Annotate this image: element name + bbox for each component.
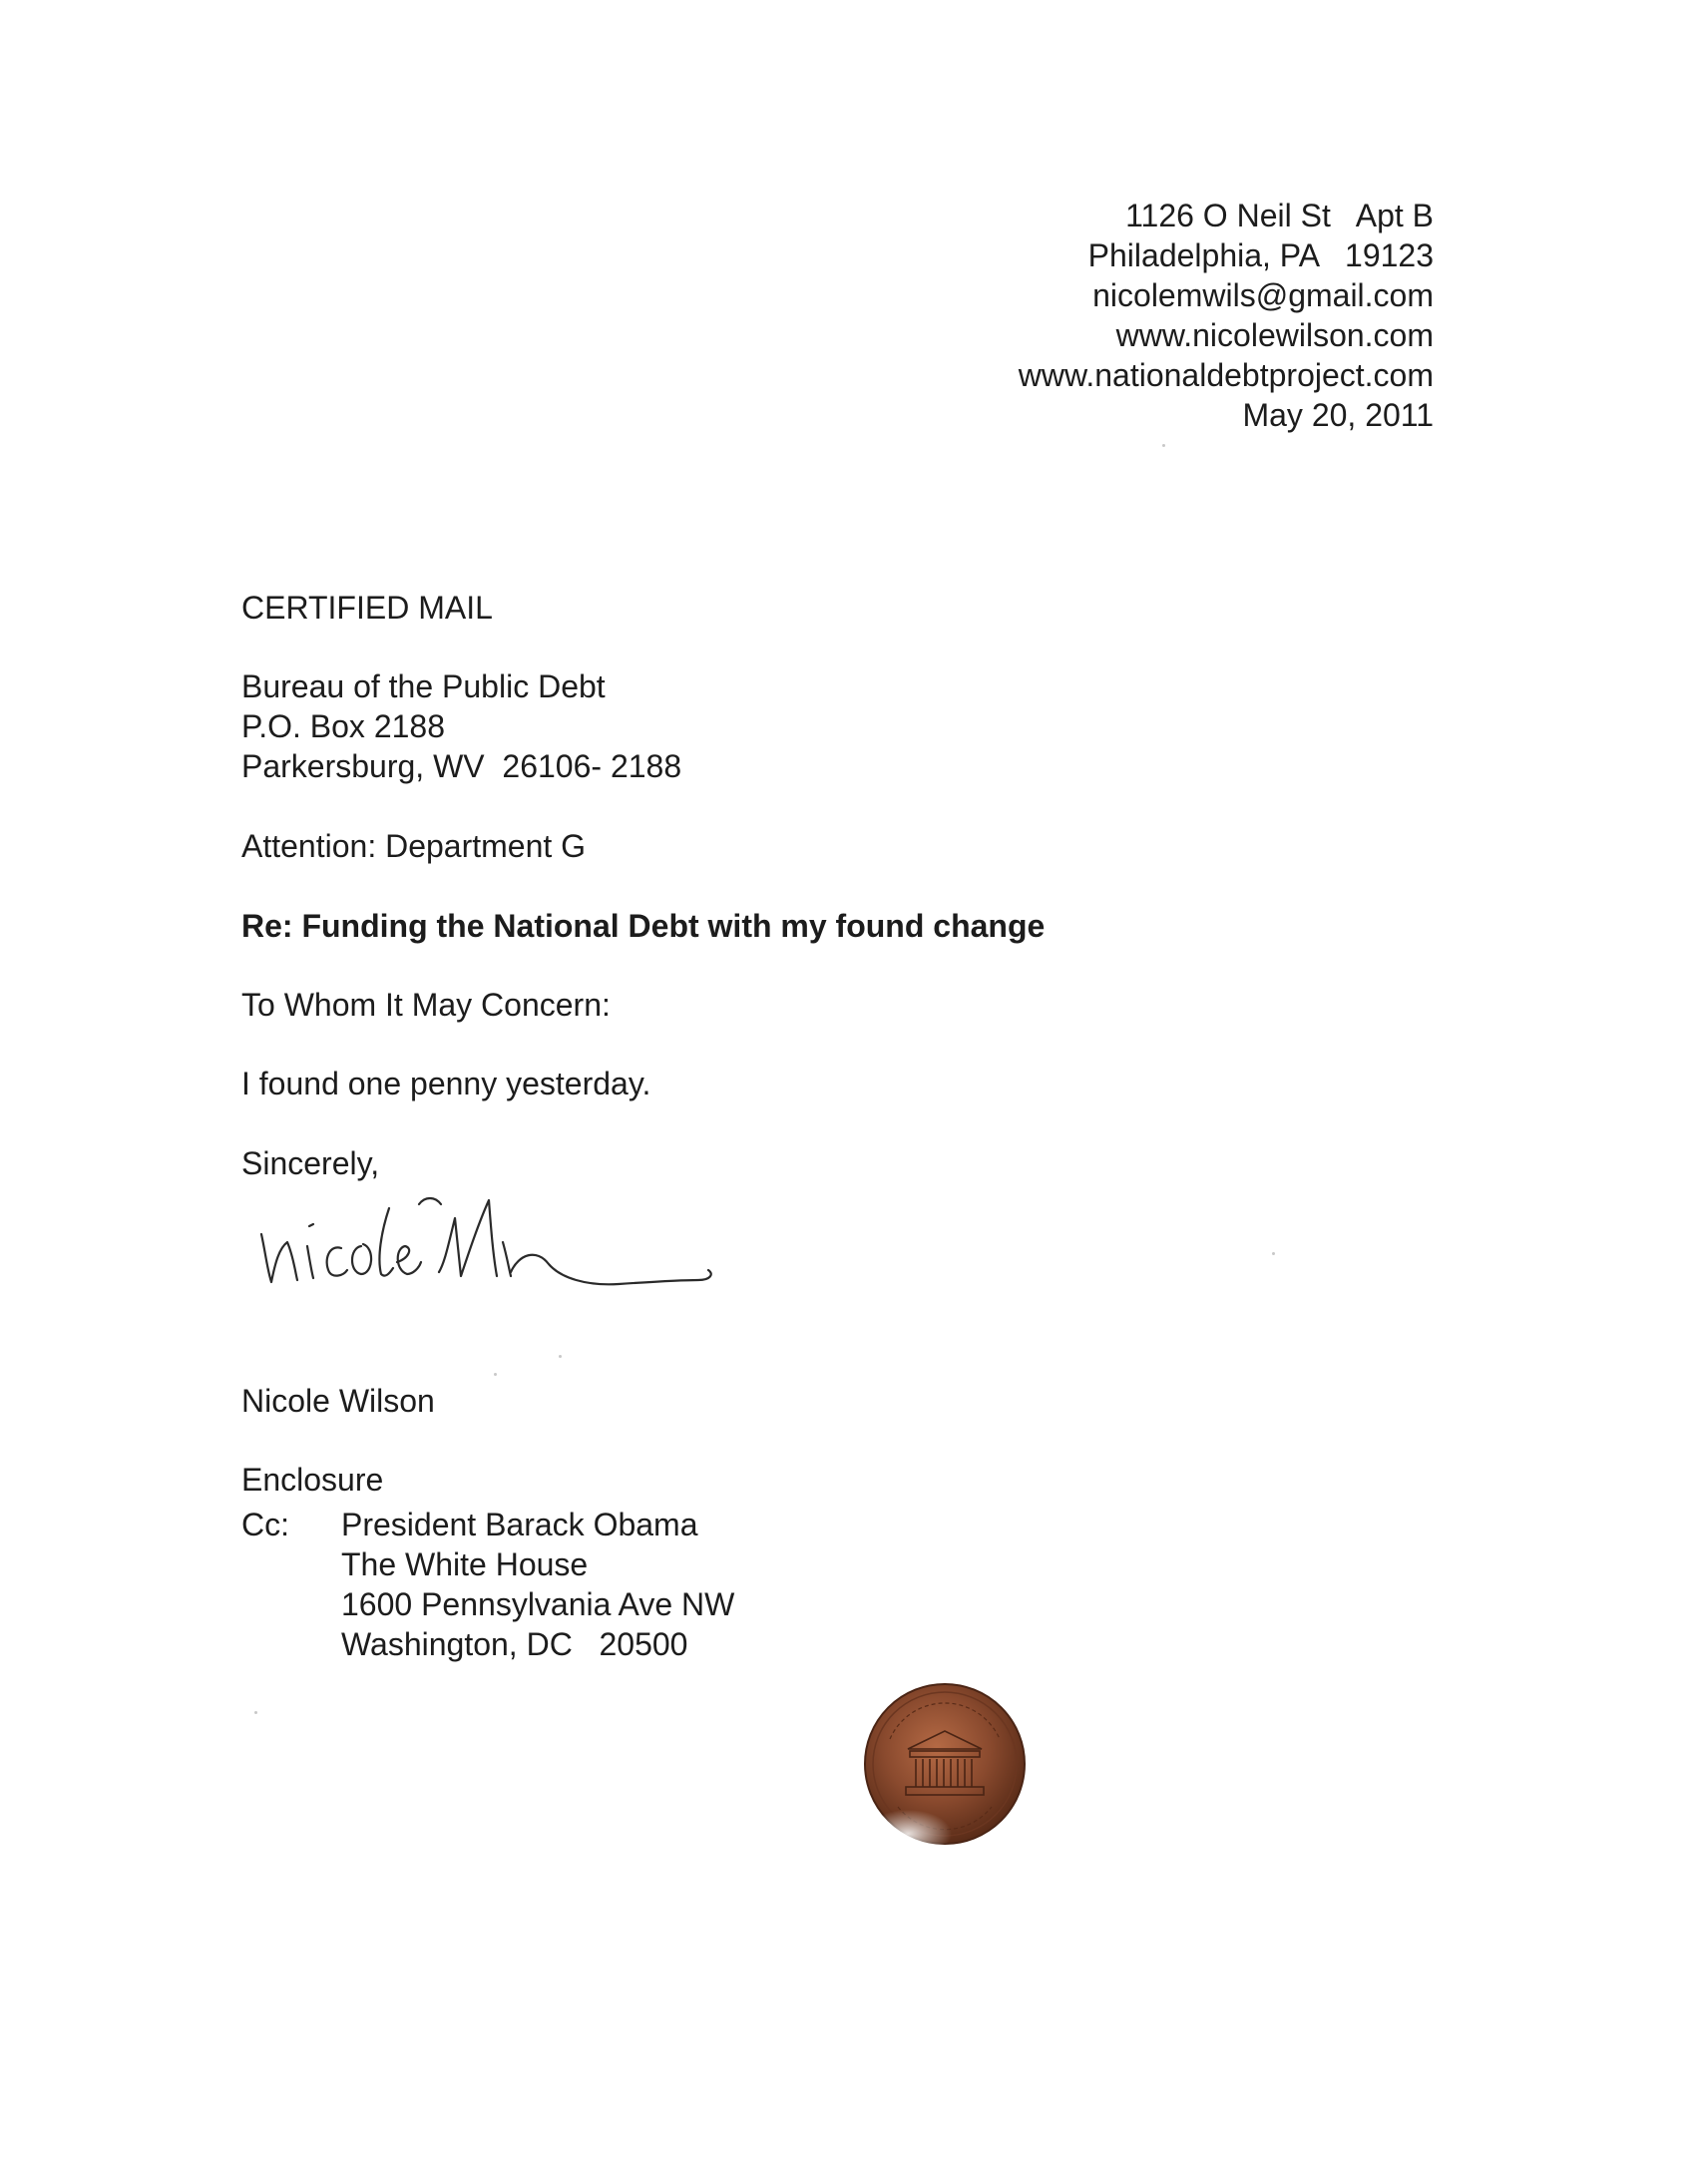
scan-speck (1162, 444, 1165, 447)
letter-body (241, 1064, 650, 1103)
scan-speck (494, 1373, 497, 1376)
cc-label (241, 1505, 289, 1544)
sender-street: 1126 O Neil St Apt B (1125, 198, 1434, 233)
signer-name (241, 1381, 435, 1421)
sender-city-state-zip: Philadelphia, PA 19123 (1087, 237, 1434, 273)
recipient-address-block (241, 666, 681, 786)
signer-name-text: Nicole Wilson (241, 1383, 435, 1419)
salutation-text: To Whom It May Concern: (241, 987, 611, 1023)
handwritten-signature-icon (249, 1182, 718, 1312)
sender-email: nicolemwils@gmail.com (1092, 277, 1434, 313)
subject-line (241, 906, 1045, 946)
cc-recipient: President Barack Obama (341, 1507, 698, 1542)
attention-text: Attention: Department G (241, 828, 587, 864)
attention-line (241, 826, 586, 866)
recipient-name: Bureau of the Public Debt (241, 668, 606, 704)
cc-city-state-zip: Washington, DC 20500 (341, 1626, 688, 1662)
enclosure-text: Enclosure (241, 1462, 384, 1498)
scan-speck (1272, 1252, 1275, 1255)
sender-address-block (1019, 196, 1434, 435)
sender-project-website: www.nationaldebtproject.com (1018, 357, 1434, 393)
cc-label-text: Cc: (241, 1507, 289, 1542)
sender-website: www.nicolewilson.com (1115, 317, 1434, 353)
enclosure-line (241, 1460, 383, 1500)
cc-organization: The White House (341, 1546, 589, 1582)
closing-text: Sincerely, (241, 1145, 380, 1181)
mail-type (241, 588, 493, 628)
recipient-po-box: P.O. Box 2188 (241, 708, 445, 744)
scan-speck (559, 1355, 562, 1358)
recipient-city-state-zip: Parkersburg, WV 26106- 2188 (241, 748, 682, 784)
closing (241, 1143, 379, 1183)
cc-address-block (341, 1505, 734, 1664)
salutation (241, 985, 611, 1025)
cc-street: 1600 Pennsylvania Ave NW (341, 1586, 735, 1622)
letter-date: May 20, 2011 (1242, 397, 1434, 433)
penny-coin-icon (860, 1679, 1030, 1849)
penny-graphic (860, 1679, 1030, 1849)
signature-graphic (249, 1182, 718, 1312)
scan-speck (254, 1711, 257, 1714)
mail-type-text: CERTIFIED MAIL (241, 590, 493, 626)
body-text: I found one penny yesterday. (241, 1066, 651, 1101)
subject-text: Re: Funding the National Debt with my found change (241, 908, 1046, 944)
